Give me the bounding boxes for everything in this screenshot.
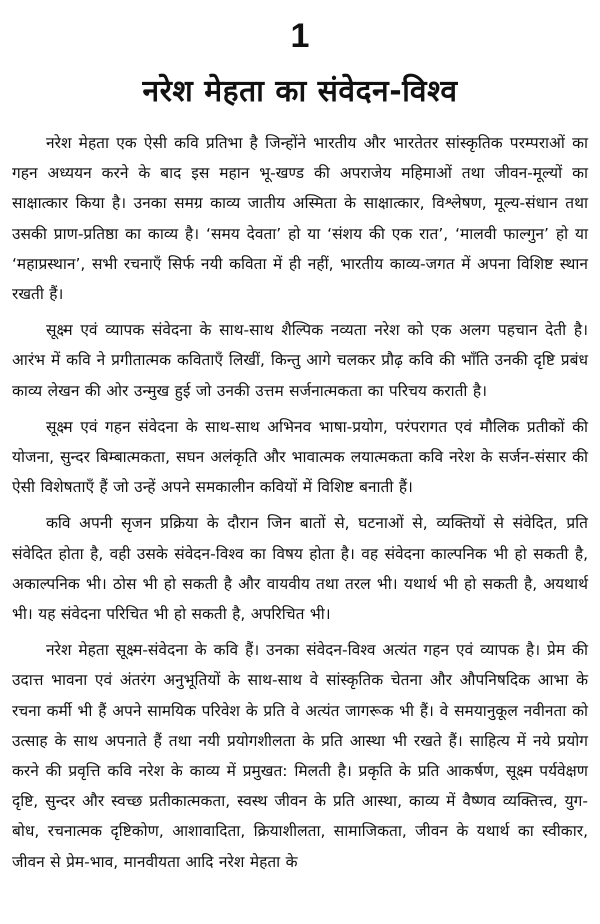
paragraph-5: नरेश मेहता सूक्ष्म-संवेदना के कवि हैं। उनका संवेदन-विश्व अत्यंत गहन एवं व्यापक है। प्रेम की उदात्त भावना एवं अंतरंग अनुभूतियों के साथ-साथ वे सांस्कृतिक चेतना और औपनिषदिक आभा के रचना कर्मी भी हैं अपने सामयिक परिवेश के प्रति वे अत्यंत जागरूक भी हैं। वे समयानुकूल नवीनता को उत्साह के साथ अपनाते हैं तथा नयी प्रयोगशीलता के प्रति आस्था भी रखते हैं। साहित्य में नये प्रयोग करने की प्रवृत्ति कवि नरेश के काव्य में प्रमुखत: मिलती है। प्रकृति के प्रति आकर्षण, सूक्ष्म पर्यवेक्षण दृष्टि, सुन्दर और स्वच्छ प्रतीकात्मकता, स्वस्थ जीवन के प्रति आस्था, काव्य में वैष्णव व्यक्तित्त्व, युग-बोध, रचनात्मक दृष्टिकोण, आशावादिता, क्रियाशीलता, सामाजिकता, जीवन के यथार्थ का स्वीकार, जीवन से प्रेम-भाव, मानवीयता आदि नरेश मेहता के [12, 641, 588, 871]
chapter-title: नरेश मेहता का संवेदन-विश्व [142, 74, 458, 109]
chapter-number: 1 [290, 17, 310, 55]
paragraph-3: सूक्ष्म एवं गहन संवेदना के साथ-साथ अभिनव भाषा-प्रयोग, परंपरागत एवं मौलिक प्रतीकों की योजना, सुन्दर बिम्बात्मकता, सघन अलंकृति और भावात्मक लयात्मकता कवि नरेश के सर्जन-संसार की ऐसी विशेषताएँ हैं जो उन्हें अपने समकालीन कवियों में विशिष्ट बनाती हैं। [12, 417, 588, 497]
paragraph-2: सूक्ष्म एवं व्यापक संवेदना के साथ-साथ शैल्पिक नव्यता नरेश को एक अलग पहचान देती है। आरंभ में कवि ने प्रगीतात्मक कविताएँ लिखीं, किन्तु आगे चलकर प्रौढ़ कवि की भाँति उनकी दृष्टि प्रबंध काव्य लेखन की ओर उन्मुख हुई जो उनकी उत्तम सर्जनात्मकता का परिचय कराती है। [12, 321, 588, 400]
paragraph-1: नरेश मेहता एक ऐसी कवि प्रतिभा है जिन्होंने भारतीय और भारतेतर सांस्कृतिक परम्पराओं का गहन अध्ययन करने के बाद इस महान भू-खण्ड की अपराजेय महिमाओं तथा जीवन-मूल्यों का साक्षात्कार किया है। उनका समग्र काव्य जातीय अस्मिता के साक्षात्कार, विश्लेषण, मूल्य-संधान तथा उसकी प्राण-प्रतिष्ठा का काव्य है। ‘समय देवता’ हो या ‘संशय की एक रात’, ‘मालवी फाल्गुन’ हो या ‘महाप्रस्थान’, सभी रचनाएँ सिर्फ नयी कविता में ही नहीं, भारतीय काव्य-जगत में अपना विशिष्ट स्थान रखती हैं। [12, 134, 588, 304]
paragraph-4: कवि अपनी सृजन प्रक्रिया के दौरान जिन बातों से, घटनाओं से, व्यक्तियों से संवेदित, प्रति संवेदित होता है, वही उसके संवेदन-विश्व का विषय होता है। वह संवेदना काल्पनिक भी हो सकती है, अकाल्पनिक भी। ठोस भी हो सकती है और वायवीय तथा तरल भी। यथार्थ भी हो सकती है, अयथार्थ भी। यह संवेदना परिचित भी हो सकती है, अपरिचित भी। [12, 514, 588, 624]
